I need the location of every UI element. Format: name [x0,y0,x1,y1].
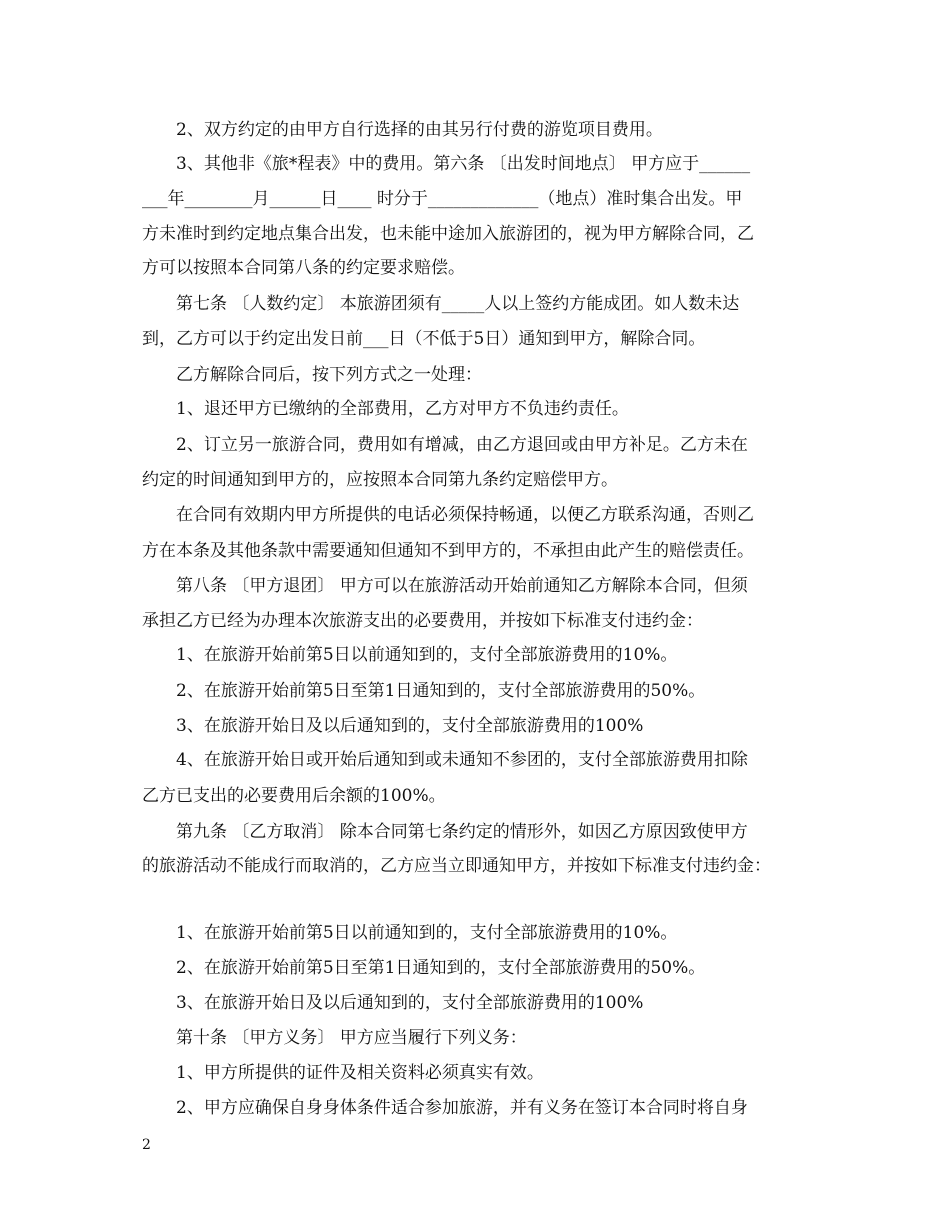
text-line: 2、在旅游开始前第5日至第1日通知到的，支付全部旅游费用的50%。 [176,958,706,978]
text-line: 乙方已支出的必要费用后余额的100%。 [142,786,446,806]
text-line: 1、在旅游开始前第5日以前通知到的，支付全部旅游费用的10%。 [176,645,678,665]
text-line: 承担乙方已经为办理本次旅游支出的必要费用，并按如下标准支付违约金： [142,611,703,631]
text-line: 在合同有效期内甲方所提供的电话必须保持畅通，以便乙方联系沟通，否则乙 [176,505,754,525]
page-number: 2 [142,1137,151,1153]
text-line: 方在本条及其他条款中需要通知但通知不到甲方的，不承担由此产生的赔偿责任。 [142,541,754,561]
text-line: 方可以按照本合同第八条的约定要求赔偿。 [142,258,465,278]
text-line: 1、在旅游开始前第5日以前通知到的，支付全部旅游费用的10%。 [176,923,678,943]
text-line: 2、甲方应确保自身身体条件适合参加旅游，并有义务在签订本合同时将自身 [176,1098,748,1118]
text-line: 第八条 〔甲方退团〕 甲方可以在旅游活动开始前通知乙方解除本合同，但须 [176,576,748,596]
text-line: 第七条 〔人数约定〕 本旅游团须有_____人以上签约方能成团。如人数未达 [176,294,740,314]
text-line: 的旅游活动不能成行而取消的，乙方应当立即通知甲方，并按如下标准支付违约金： [142,856,771,876]
text-line: 2、在旅游开始前第5日至第1日通知到的，支付全部旅游费用的50%。 [176,681,706,701]
text-line: 2、双方约定的由甲方自行选择的由其另行付费的游览项目费用。 [176,120,663,140]
text-line: 1、甲方所提供的证件及相关资料必须真实有效。 [176,1063,544,1083]
text-line: 第九条 〔乙方取消〕 除本合同第七条约定的情形外，如因乙方原因致使甲方 [176,822,748,842]
text-line: 第十条 〔甲方义务〕 甲方应当履行下列义务： [176,1028,527,1048]
text-line: 3、其他非《旅*程表》中的费用。第六条 〔出发时间地点〕 甲方应于______ [176,154,751,174]
text-line: 乙方解除合同后，按下列方式之一处理： [176,365,482,385]
text-line: ___年________月______日____ 时分于_____________（地点）准时集合出发。甲 [142,189,743,209]
text-line: 1、退还甲方已缴纳的全部费用，乙方对甲方不负违约责任。 [176,399,629,419]
text-line: 约定的时间通知到甲方的，应按照本合同第九条约定赔偿甲方。 [142,470,618,490]
text-line: 3、在旅游开始日及以后通知到的，支付全部旅游费用的100% [176,716,644,736]
text-line: 2、订立另一旅游合同，费用如有增减，由乙方退回或由甲方补足。乙方未在 [176,435,748,455]
text-line: 4、在旅游开始日或开始后通知到或未通知不参团的，支付全部旅游费用扣除 [176,750,748,770]
text-line: 到，乙方可以于约定出发日前___日（不低于5日）通知到甲方，解除合同。 [142,329,706,349]
text-line: 方未准时到约定地点集合出发，也未能中途加入旅游团的，视为甲方解除合同，乙 [142,224,754,244]
text-line: 3、在旅游开始日及以后通知到的，支付全部旅游费用的100% [176,993,644,1013]
